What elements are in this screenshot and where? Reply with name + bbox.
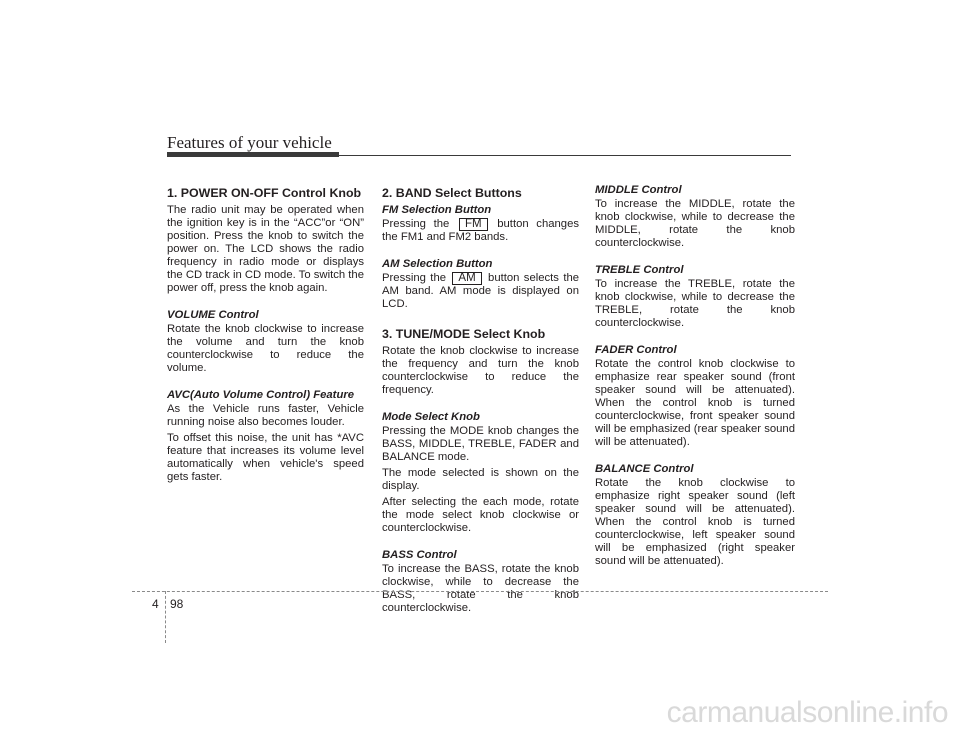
watermark: carmanualsonline.info — [666, 696, 948, 729]
middle-control-heading: MIDDLE Control — [595, 184, 682, 196]
am-selection-heading: AM Selection Button — [382, 258, 493, 270]
footer-vertical-divider — [165, 591, 166, 643]
header-bar — [167, 152, 339, 157]
page-header-title: Features of your vehicle — [167, 133, 332, 152]
avc-text-1: As the Vehicle runs faster, Vehicle running noise also becomes louder. — [167, 403, 364, 428]
volume-control-heading: VOLUME Control — [167, 309, 259, 321]
fader-control-text: Rotate the control knob clockwise to emphasize rear speaker sound (front speaker sound will be attenuated). When the control knob is turned counterclockwise, front speaker sound will be emphasized (rear speaker sound will be attenuated). — [595, 358, 795, 448]
tune-mode-heading: 3. TUNE/MODE Select Knob — [382, 327, 546, 341]
volume-control-text: Rotate the knob clockwise to increase the volume and turn the knob counterclockwise to reduce the volume. — [167, 323, 364, 374]
tune-mode-text: Rotate the knob clockwise to increase the frequency and turn the knob counterclockwise to reduce the frequency. — [382, 345, 579, 396]
column-2 — [382, 184, 579, 615]
band-select-heading: 2. BAND Select Buttons — [382, 186, 522, 200]
bass-control-heading: BASS Control — [382, 549, 457, 561]
fader-control-heading: FADER Control — [595, 344, 677, 356]
power-knob-text: The radio unit may be operated when the ignition key is in the “ACC”or “ON” position. Press the knob to switch the power on. The LCD shows the radio frequency in radio mode or displays the CD track in CD mode. To switch the power off, press the knob again. — [167, 204, 364, 294]
treble-control-text: To increase the TREBLE, rotate the knob clockwise, while to decrease the TREBLE, rotate the knob counterclockwise. — [595, 278, 795, 329]
power-knob-heading: 1. POWER ON-OFF Control Knob — [167, 186, 362, 200]
middle-control-text: To increase the MIDDLE, rotate the knob clockwise, while to decrease the MIDDLE, rotate the knob counterclockwise. — [595, 198, 795, 249]
mode-select-heading: Mode Select Knob — [382, 411, 480, 423]
mode-select-text-2: The mode selected is shown on the display. — [382, 467, 579, 492]
bass-control-text: To increase the BASS, rotate the knob clockwise, while to decrease the BASS, rotate the knob counterclockwise. — [382, 563, 579, 614]
am-button-icon: AM — [452, 272, 481, 285]
avc-text-2: To offset this noise, the unit has *AVC feature that increases its volume level automatically when vehicle's speed gets faster. — [167, 432, 364, 483]
treble-control-heading: TREBLE Control — [595, 264, 684, 276]
page-number: 98 — [170, 597, 184, 611]
footer-divider — [132, 591, 828, 592]
fm-text-pre: Pressing the — [382, 218, 450, 230]
fm-selection-heading: FM Selection Button — [382, 204, 492, 216]
balance-control-heading: BALANCE Control — [595, 463, 694, 475]
fm-button-icon: FM — [459, 218, 488, 231]
fm-text-post: button changes the FM1 and FM2 bands. — [382, 218, 580, 243]
mode-select-text-3: After selecting the each mode, rotate the mode select knob clockwise or counterclockwise. — [382, 496, 579, 534]
am-selection-text — [382, 272, 579, 311]
fm-selection-text — [382, 218, 579, 244]
chapter-number: 4 — [152, 597, 159, 611]
balance-control-text: Rotate the knob clockwise to emphasize right speaker sound (left speaker sound will be attenuated). When the control knob is turned counterclockwise, left speaker sound will be emphasized (right speaker sound will be attenuated). — [595, 477, 795, 567]
column-3 — [595, 184, 795, 568]
am-text-post: button selects the AM band. AM mode is displayed on LCD. — [382, 272, 580, 310]
avc-heading: AVC(Auto Volume Control) Feature — [167, 389, 355, 401]
header-rule — [339, 155, 791, 156]
mode-select-text-1: Pressing the MODE knob changes the BASS, MIDDLE, TREBLE, FADER and BALANCE mode. — [382, 425, 579, 463]
am-text-pre: Pressing the — [382, 272, 447, 284]
column-1 — [167, 184, 364, 484]
